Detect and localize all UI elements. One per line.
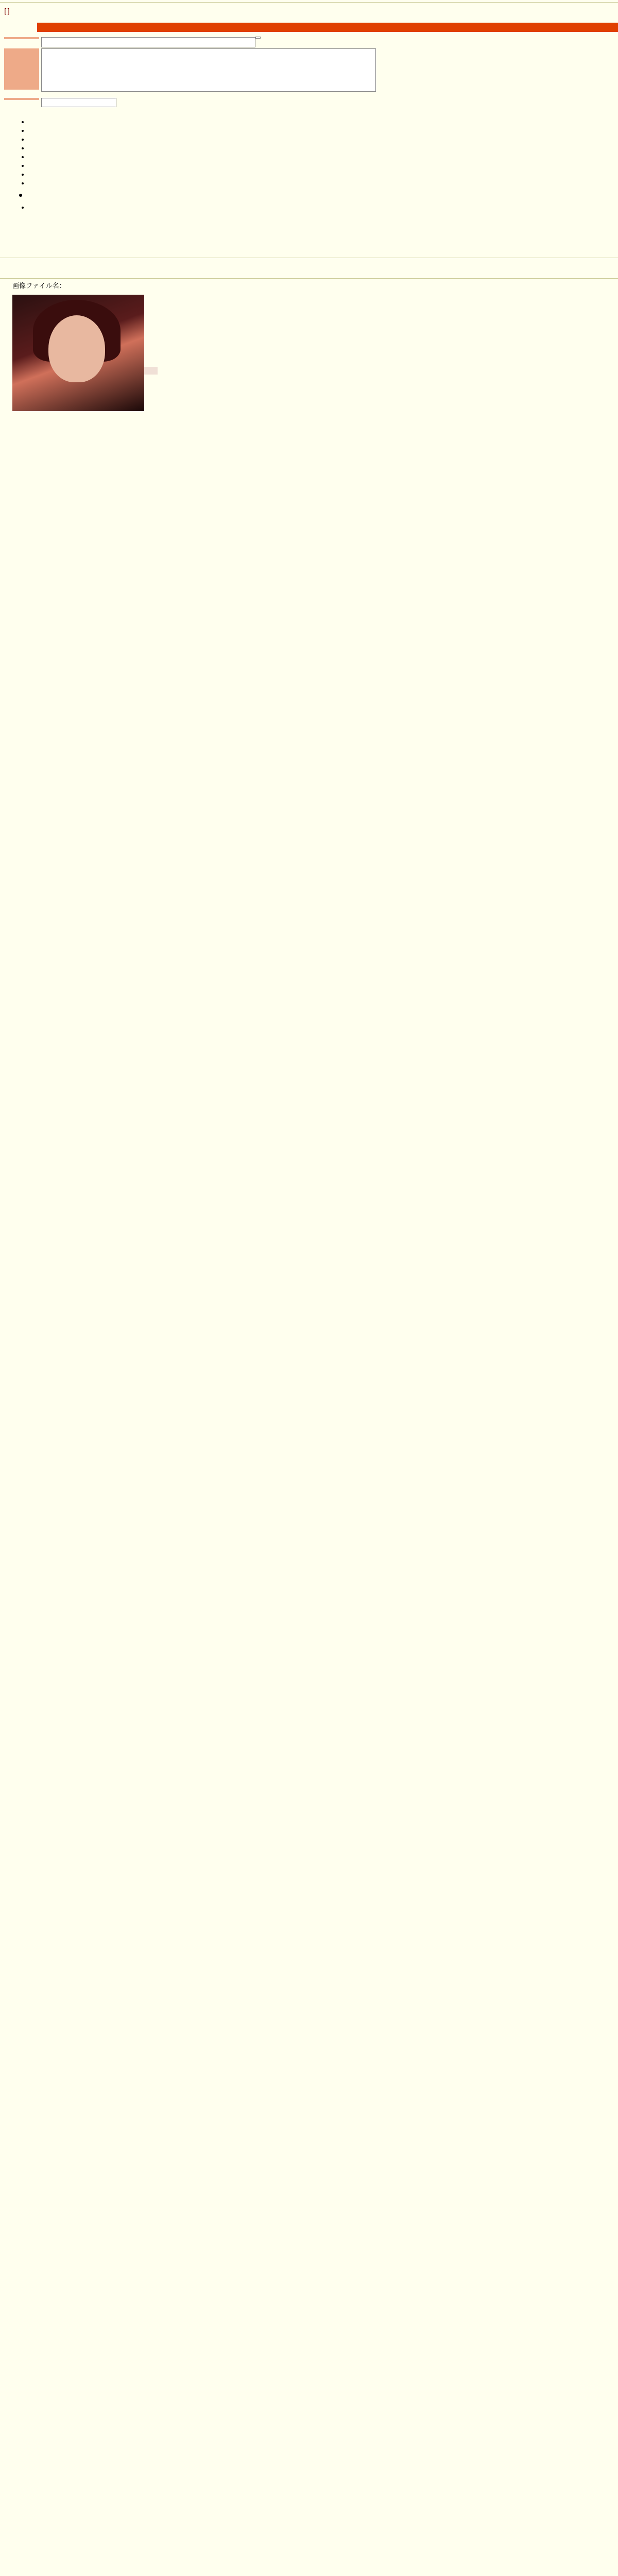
back-link-wrapper: []	[4, 8, 10, 16]
email-input[interactable]	[41, 37, 255, 47]
delete-key-input[interactable]	[41, 98, 116, 107]
rule-item	[29, 179, 358, 188]
email-label	[4, 37, 39, 39]
op-first-reply	[144, 367, 158, 375]
submit-reply-button[interactable]	[255, 37, 261, 39]
thread-image-info: 画像ファイル名：	[12, 282, 66, 290]
rule-item	[29, 170, 358, 179]
thread-thumbnail[interactable]	[12, 295, 144, 411]
board-rules-list	[21, 117, 358, 212]
rule-item	[29, 152, 358, 161]
comment-label	[4, 48, 39, 90]
reply-mode-banner	[37, 23, 618, 32]
op-post	[152, 297, 160, 302]
rule-item	[29, 161, 358, 170]
rule-item	[29, 117, 358, 126]
thumbnail-face	[48, 315, 105, 382]
rule-item	[29, 144, 358, 152]
comment-textarea[interactable]	[41, 48, 376, 92]
top-rule	[0, 2, 618, 3]
rule-item	[29, 126, 358, 135]
delete-key-label	[4, 98, 39, 100]
new-boards-line	[29, 188, 358, 203]
rule-item	[29, 135, 358, 144]
divider	[0, 278, 618, 279]
catalog-links-line	[29, 203, 358, 212]
